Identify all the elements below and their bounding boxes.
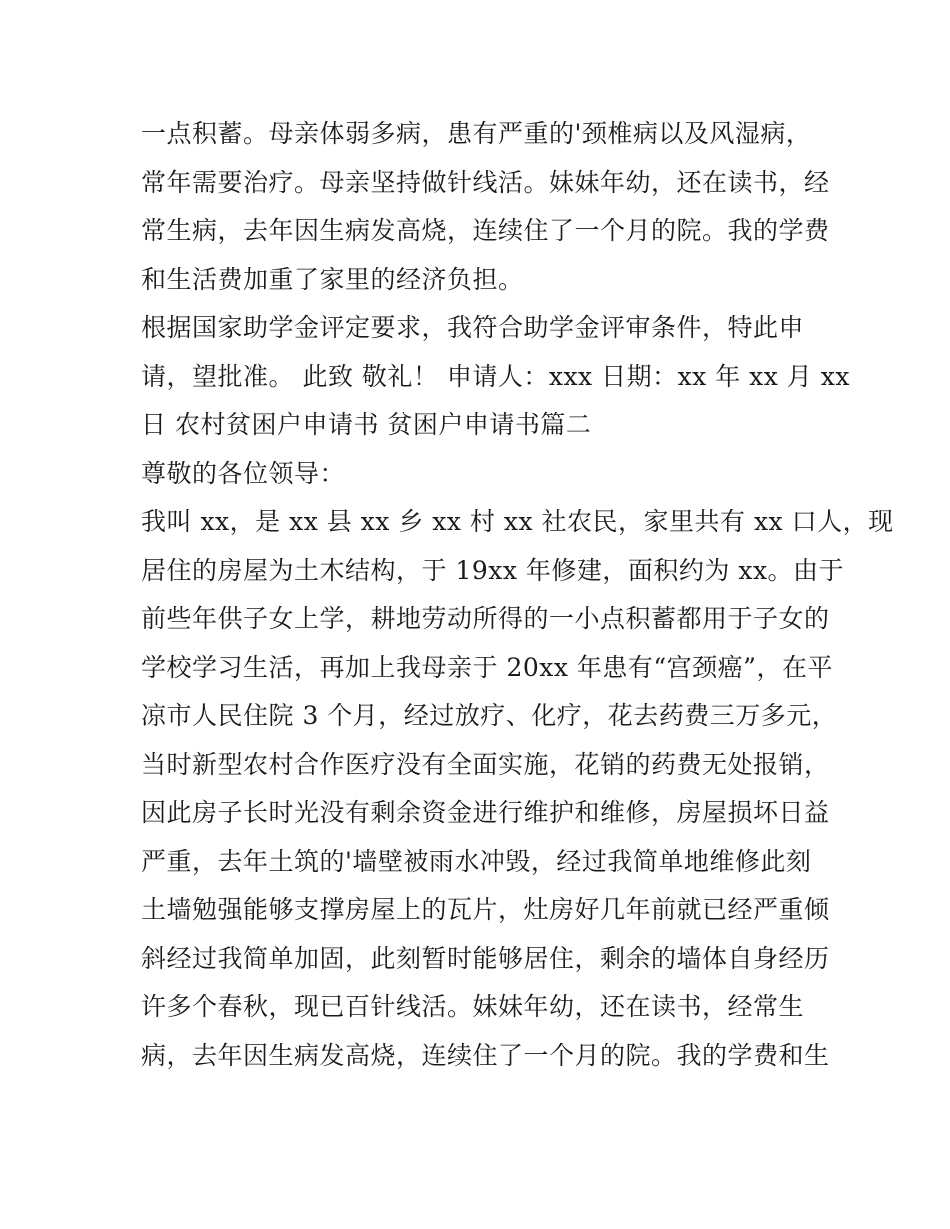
text-line: 和生活费加重了家里的经济负担。 [141, 264, 524, 294]
salutation: 尊敬的各位领导： [141, 458, 346, 488]
text-line: 严重，去年土筑的'墙壁被雨水冲毁，经过我简单地维修此刻 [141, 846, 812, 876]
text-line: 一点积蓄。母亲体弱多病，患有严重的'颈椎病以及风湿病， [141, 119, 812, 148]
text-line: 前些年供子女上学，耕地劳动所得的一小点积蓄都用于子女的 [141, 604, 830, 633]
text-line: 常生病，去年因生病发高烧，连续住了一个月的院。我的学费 [141, 216, 830, 245]
text-line: 日 农村贫困户申请书 贫困户申请书篇二 [141, 410, 592, 439]
text-line: 居住的房屋为土木结构，于 19xx 年修建，面积约为 xx。由于 [141, 555, 845, 585]
text-line: 请，望批准。 此致 敬礼！ 申请人：xxx 日期：xx 年 xx 月 xx [141, 361, 850, 391]
text-line: 因此房子长时光没有剩余资金进行维护和维修，房屋损坏日益 [141, 798, 830, 827]
text-line: 许多个春秋，现已百针线活。妹妹年幼，还在读书，经常生 [141, 992, 805, 1021]
text-line: 斜经过我简单加固，此刻暂时能够居住，剩余的墙体自身经历 [141, 943, 830, 973]
document-body [141, 110, 894, 1080]
text-line: 当时新型农村合作医疗没有全面实施，花销的药费无处报销， [141, 749, 830, 779]
text-line: 病，去年因生病发高烧，连续住了一个月的院。我的学费和生 [141, 1040, 830, 1070]
text-line: 凉市人民住院 3 个月，经过放疗、化疗，花去药费三万多元， [141, 701, 838, 730]
text-line: 常年需要治疗。母亲坚持做针线活。妹妹年幼，还在读书，经 [141, 167, 830, 197]
text-line: 土墙勉强能够支撑房屋上的瓦片，灶房好几年前就已经严重倾 [141, 895, 830, 924]
text-line: 根据国家助学金评定要求，我符合助学金评审条件，特此申 [141, 313, 805, 342]
text-line: 我叫 xx，是 xx 县 xx 乡 xx 村 xx 社农民，家里共有 xx 口人，现 [141, 507, 894, 536]
text-line: 学校学习生活，再加上我母亲于 20xx 年患有“宫颈癌”，在平 [141, 652, 833, 682]
